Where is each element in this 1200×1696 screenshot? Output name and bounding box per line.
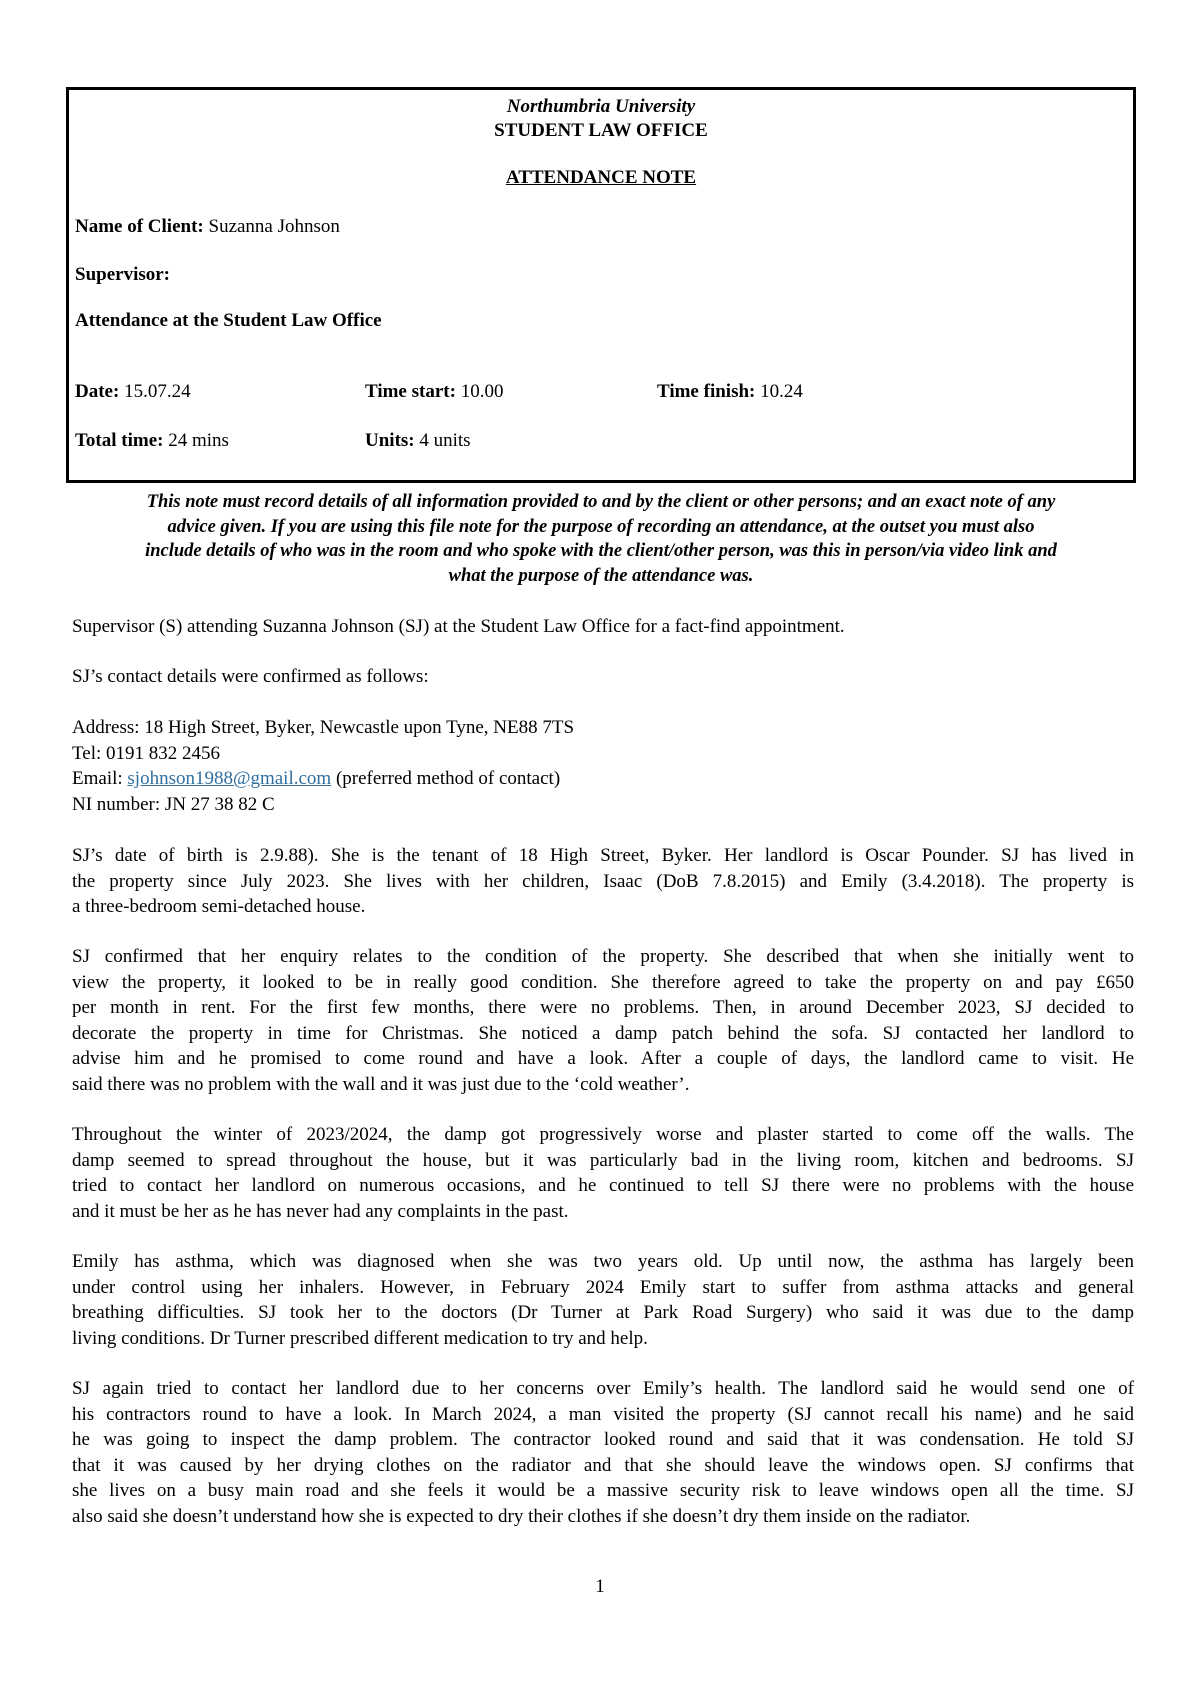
text-line: and it must be her as he has never had any complaints in the past. [72,1200,569,1222]
email-line [72,766,1134,792]
instruction-line: This note must record details of all information provided to and by the client or other persons; and an exact note of any [146,492,1056,512]
text-line: decorate the property in time for Christmas. She noticed a damp patch behind the sofa. SJ contacted her landlord to [72,1022,1134,1044]
email-note: (preferred method of contact) [331,768,561,789]
client-label: Name of Client: [75,216,204,237]
text-line: a three-bedroom semi-detached house. [72,896,366,917]
client-row [75,216,340,238]
text-line: he was going to inspect the damp problem. The contractor looked round and said that it was condensation. He told SJ [72,1429,1134,1450]
text-line: under control using her inhalers. However, in February 2024 Emily start to suffer from asthma attacks and general [72,1276,1134,1298]
date-label: Date: [75,381,120,402]
paragraph-contractor-visit [72,1376,1134,1529]
attendance-heading: Attendance at the Student Law Office [75,310,382,331]
document-title: ATTENDANCE NOTE [505,167,697,188]
paragraph-emily-asthma [72,1249,1134,1351]
paragraph-enquiry [72,944,1134,1097]
time-finish-value: 10.24 [760,381,803,402]
time-start-field [365,381,503,403]
email-label: Email: [72,768,128,789]
instruction-line: advice given. If you are using this file note for the purpose of recording an attendance, at the outset you must also [167,516,1035,537]
total-time-value: 24 mins [168,430,229,451]
address-line: Address: 18 High Street, Byker, Newcastle upon Tyne, NE88 7TS [72,717,575,738]
office-name: STUDENT LAW OFFICE [494,120,708,141]
instruction-line: what the purpose of the attendance was. [448,565,754,586]
time-finish-field [657,381,803,403]
units-value: 4 units [419,430,471,451]
text-line: Throughout the winter of 2023/2024, the damp got progressively worse and plaster started to come off the walls. The [72,1124,1134,1145]
text-line: SJ again tried to contact her landlord due to her concerns over Emily’s health. The landlord said he would send one of [72,1378,1134,1399]
total-time-field [75,430,229,452]
units-label: Units: [365,430,415,451]
text-line: said there was no problem with the wall and it was just due to the ‘cold weather’. [72,1073,690,1095]
instruction-note [60,490,1142,588]
date-value: 15.07.24 [124,381,191,402]
time-finish-label: Time finish: [657,381,756,402]
text-line: damp seemed to spread throughout the house, but it was particularly bad in the living room, kitchen and bedrooms. SJ [72,1149,1134,1171]
text-line: SJ’s date of birth is 2.9.88). She is the tenant of 18 High Street, Byker. Her landlord is Oscar Pounder. SJ has lived in [72,845,1134,866]
date-field [75,381,191,403]
tel-line: Tel: 0191 832 2456 [72,742,221,764]
text-line: living conditions. Dr Turner prescribed different medication to try and help. [72,1327,648,1349]
supervisor-label: Supervisor: [75,264,170,285]
contact-intro: SJ’s contact details were confirmed as follows: [72,666,429,687]
text-line: she lives on a busy main road and she feels it would be a massive security risk to leave windows open all the time. SJ [72,1480,1134,1501]
paragraph-personal-details [72,843,1134,920]
header-box [66,87,1136,483]
text-line: SJ confirmed that her enquiry relates to the condition of the property. She described that when she initially went to [72,946,1134,967]
institution-name: Northumbria University [506,96,696,117]
text-line: the property since July 2023. She lives with her children, Isaac (DoB 7.8.2015) and Emily (3.4.2018). The property is [72,870,1134,892]
text-line: per month in rent. For the first few months, there were no problems. Then, in around December 2023, SJ decided to [72,997,1134,1018]
ni-line: NI number: JN 27 38 82 C [72,793,275,815]
email-link[interactable]: sjohnson1988@gmail.com [127,768,332,789]
text-line: view the property, it looked to be in really good condition. She therefore agreed to take the property on and pay £650 [72,971,1134,993]
intro-paragraph: Supervisor (S) attending Suzanna Johnson (SJ) at the Student Law Office for a fact-find appointment. [72,616,845,637]
time-start-label: Time start: [365,381,456,402]
text-line: his contractors round to have a look. In March 2024, a man visited the property (SJ cannot recall his name) and he said [72,1403,1134,1425]
client-value: Suzanna Johnson [208,216,340,237]
time-start-value: 10.00 [460,381,504,402]
supervisor-row [75,264,170,286]
text-line: that it was caused by her drying clothes on the radiator and that she should leave the windows open. SJ confirms that [72,1454,1134,1476]
text-line: tried to contact her landlord on numerous occasions, and he continued to tell SJ there were no problems with the house [72,1175,1134,1196]
text-line: advise him and he promised to come round and have a look. After a couple of days, the landlord came to visit. He [72,1048,1134,1069]
contact-details [72,715,1134,817]
units-field [365,430,471,452]
text-line: Emily has asthma, which was diagnosed when she was two years old. Up until now, the asthma has largely been [72,1251,1134,1272]
paragraph-damp-spread [72,1122,1134,1224]
instruction-line: include details of who was in the room and who spoke with the client/other person, was this in person/via video link and [145,541,1057,561]
total-time-label: Total time: [75,430,164,451]
text-line: breathing difficulties. SJ took her to the doctors (Dr Turner at Park Road Surgery) who said it was due to the damp [72,1302,1134,1323]
page-number: 1 [595,1576,605,1597]
text-line: also said she doesn’t understand how she is expected to dry their clothes if she doesn’t dry them inside on the radiator. [72,1505,971,1527]
